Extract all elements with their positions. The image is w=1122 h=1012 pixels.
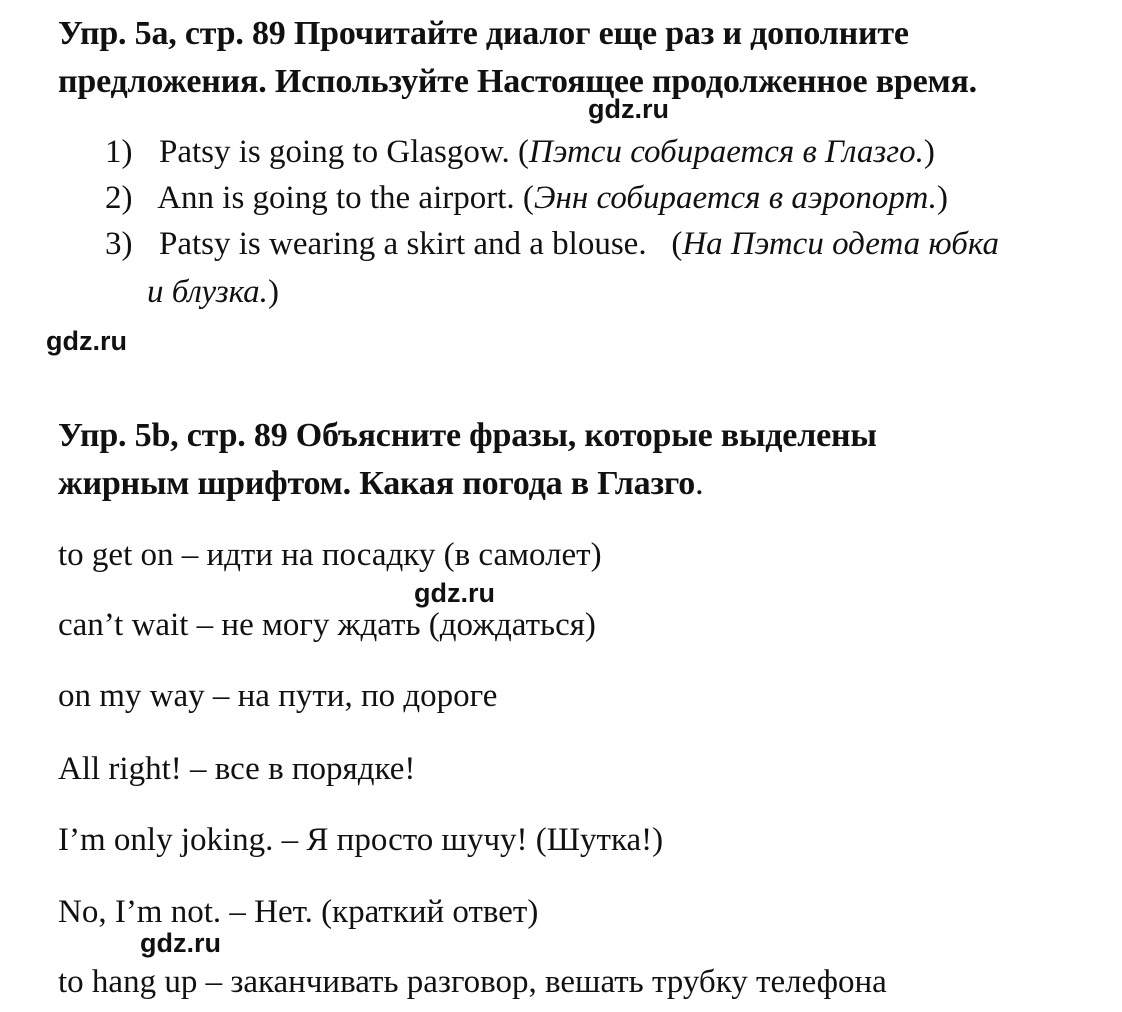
heading-period: . — [695, 465, 704, 502]
sentence-translation-cont: и блузка. — [147, 274, 268, 310]
phrase-line: on my way – на пути, по дороге — [58, 678, 498, 714]
list-item — [105, 178, 948, 218]
phrase-line: I’m only joking. – Я просто шучу! (Шутка!) — [58, 822, 664, 858]
list-item-number: 3) — [105, 226, 133, 262]
exercise-5b-heading-line1: Упр. 5b, стр. 89 Объясните фразы, которые выделены — [58, 417, 877, 454]
phrase-line: to hang up – заканчивать разговор, вешать трубку телефона — [58, 964, 887, 1000]
exercise-5a-heading-line1: Упр. 5а, стр. 89 Прочитайте диалог еще раз и дополните — [58, 15, 909, 52]
phrase-line: can’t wait – не могу ждать (дождаться) — [58, 607, 596, 643]
phrase-line: to get on – идти на посадку (в самолет) — [58, 537, 602, 573]
list-item-continuation — [147, 272, 279, 312]
phrase-line: No, I’m not. – Нет. (краткий ответ) — [58, 894, 539, 930]
list-item-number: 1) — [105, 134, 133, 170]
sentence-translation: Энн собирается в аэропорт. — [533, 180, 937, 216]
exercise-5b-heading-line2 — [58, 462, 703, 506]
heading-text: жирным шрифтом. Какая погода в Глазго — [58, 465, 696, 502]
list-item — [105, 224, 999, 264]
sentence-translation: Пэтси собирается в Глазго. — [529, 134, 924, 170]
watermark: gdz.ru — [46, 326, 127, 356]
sentence-translation: На Пэтси одета юбка — [682, 226, 999, 262]
list-item-number: 2) — [105, 180, 133, 216]
list-item — [105, 132, 935, 172]
watermark: gdz.ru — [588, 94, 669, 124]
sentence-text: Ann is going to the airport. ( — [157, 180, 534, 216]
closing-paren: ) — [923, 134, 935, 170]
sentence-text: Patsy is wearing a skirt and a blouse. ( — [159, 226, 683, 262]
sentence-text: Patsy is going to Glasgow. ( — [159, 134, 530, 170]
closing-paren: ) — [936, 180, 948, 216]
phrase-line: All right! – все в порядке! — [58, 751, 416, 787]
watermark: gdz.ru — [414, 578, 495, 608]
closing-paren: ) — [267, 274, 279, 310]
exercise-5a-heading-line2: предложения. Используйте Настоящее продолженное время. — [58, 63, 977, 100]
watermark: gdz.ru — [140, 928, 221, 958]
